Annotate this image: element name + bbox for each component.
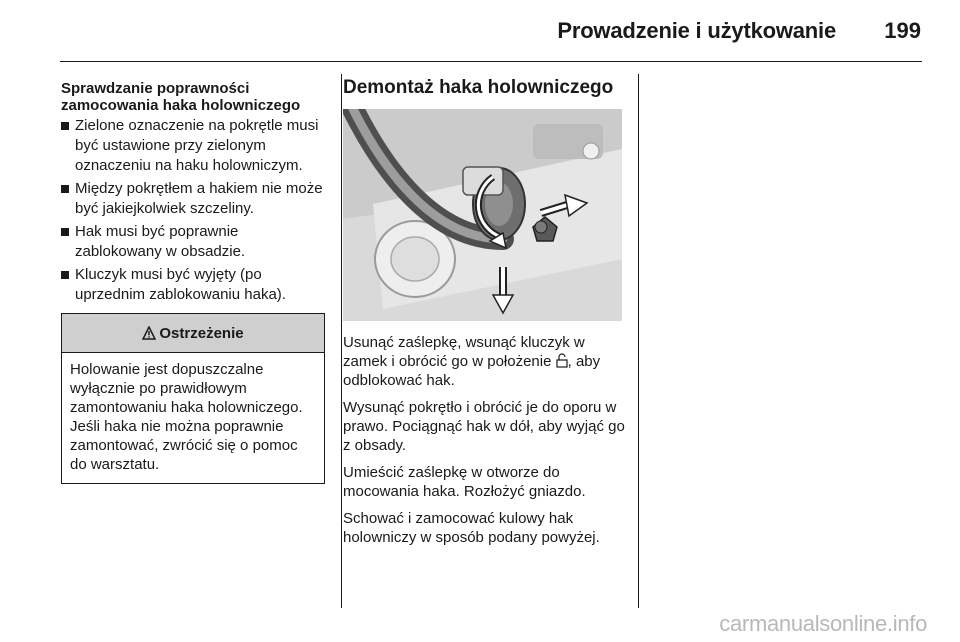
instruction-paragraph: Umieścić zaślepkę w otworze do mocowania haka. Rozłożyć gniazdo. [343, 464, 586, 500]
page-number: 199 [884, 18, 921, 43]
paragraph-text: Usunąć zaślepkę, wsunąć kluczyk w zamek i obrócić go w położenie [343, 334, 585, 370]
instruction-paragraph: Wysunąć pokrętło i obrócić je do oporu w prawo. Pociągnąć hak w dół, aby wyjąć go z obsady. [343, 399, 625, 454]
list-item-text: Między pokrętłem a hakiem nie może być jakiejkolwiek szczeliny. [75, 180, 323, 217]
bullet-square-icon [61, 228, 69, 236]
column-divider-right [638, 74, 639, 608]
warning-triangle-icon [142, 326, 156, 340]
column-divider-left [341, 74, 342, 608]
left-column [61, 80, 326, 484]
bullet-square-icon [61, 271, 69, 279]
section-heading: Sprawdzanie poprawności zamocowania haka holowniczego [61, 80, 301, 114]
tow-hook-removal-illustration [343, 109, 622, 321]
list-item-text: Hak musi być poprawnie zablokowany w obsadzie. [75, 223, 246, 260]
bullet-square-icon [61, 122, 69, 130]
list-item-text: Zielone oznaczenie na pokrętle musi być ustawione przy zielonym oznaczeniu na haku holowniczym. [75, 117, 319, 174]
check-list [61, 116, 326, 305]
warning-header [62, 314, 324, 353]
instruction-paragraph [343, 333, 625, 390]
warning-text: Holowanie jest dopuszczalne wyłącznie po prawidłowym zamontowaniu haka holowniczego. Jeśli haka nie można poprawnie zamontować, zwrócić się o pomoc do warsztatu. [70, 361, 303, 473]
watermark: carmanualsonline.info [719, 611, 927, 636]
bullet-square-icon [61, 185, 69, 193]
middle-column [343, 74, 625, 555]
header-title: Prowadzenie i użytkowanie [557, 18, 836, 43]
warning-title: Ostrzeżenie [159, 324, 244, 342]
unlocked-padlock-icon [556, 353, 568, 368]
list-item-text: Kluczyk musi być wyjęty (po uprzednim zablokowaniu haka). [75, 266, 286, 303]
warning-box [61, 313, 325, 484]
paragraph-text: , aby odblokować hak. [343, 353, 601, 389]
list-item [61, 265, 326, 305]
header-divider [60, 61, 922, 62]
list-item [61, 116, 326, 176]
list-item [61, 179, 326, 219]
section-title: Demontaż haka holowniczego [343, 77, 614, 98]
instruction-paragraph: Schować i zamocować kulowy hak holowniczy w sposób podany powyżej. [343, 510, 600, 546]
list-item [61, 222, 326, 262]
